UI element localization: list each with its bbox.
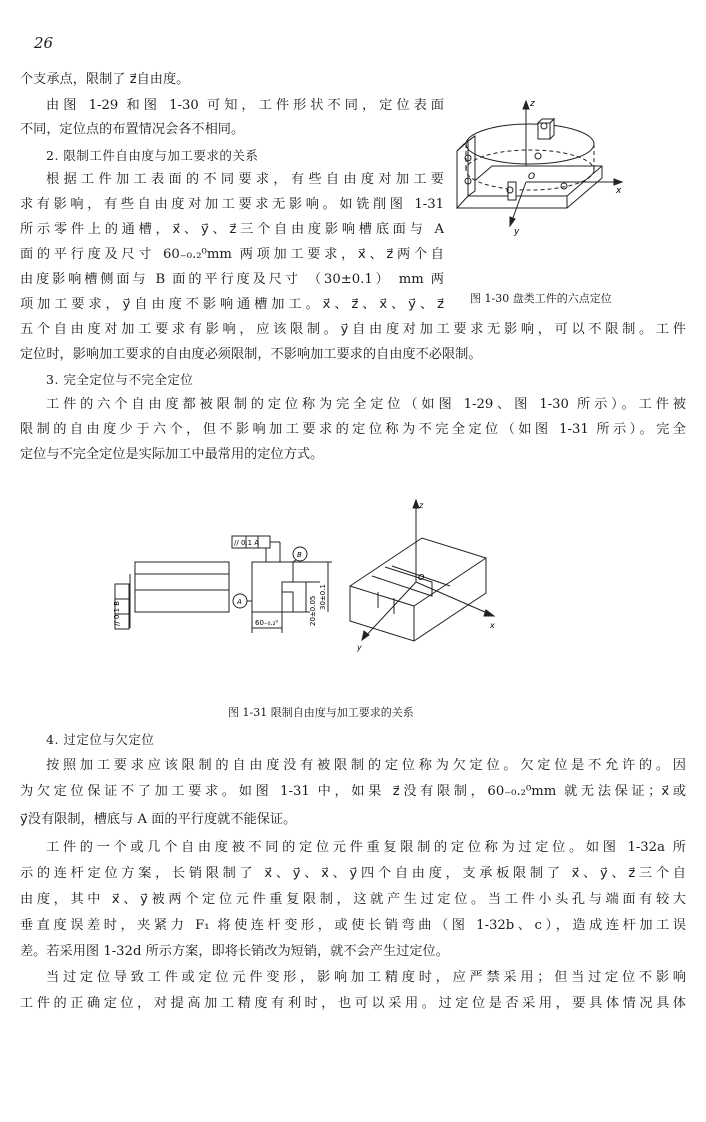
body-line: 按照加工要求应该限制的自由度没有被限制的定位称为欠定位。欠定位是不允许的。因 (46, 758, 686, 773)
body-line: 不同，定位点的布置情况会各不相同。 (20, 122, 245, 137)
fig131-datum-a: A (237, 598, 242, 606)
body-line: 个支承点，限制了 z⃗自由度。 (20, 72, 190, 87)
body-line: 为欠定位保证不了加工要求。如图 1-31 中，如果 z⃗没有限制，60₋₀.₂⁰mm 就无法保证；x⃗或 (20, 784, 686, 799)
fig131-x-label: x (490, 621, 495, 630)
fig130-z-label: z (530, 99, 535, 109)
body-line: 工件的六个自由度都被限制的定位称为完全定位（如图 1-29、图 1-30 所示）。工件被 (46, 397, 686, 412)
fig131-y-label: y (357, 643, 362, 652)
body-line: 当过定位导致工件或定位元件变形，影响加工精度时，应严禁采用；但当过定位不影响 (46, 970, 686, 985)
section-heading: 4. 过定位与欠定位 (46, 732, 155, 747)
body-line: 工件的正确定位，对提高加工精度有利时，也可以采用。过定位是否采用，要具体情况具体 (20, 996, 686, 1011)
fig131-dim-60: 60₋₀.₂⁰ (255, 619, 279, 627)
body-line: 五个自由度对加工要求有影响，应该限制。y⃗自由度对加工要求无影响，可以不限制。工件 (20, 322, 686, 337)
fig130-origin-label: O (528, 172, 536, 182)
fig130-caption: 图 1-30 盘类工件的六点定位 (470, 292, 612, 305)
body-line: 根据工件加工表面的不同要求，有些自由度对加工要 (46, 172, 444, 187)
body-line: 面的平行度及尺寸 60₋₀.₂⁰mm 两项加工要求，x⃗、z⃗两个自 (20, 247, 444, 262)
body-line: 由图 1-29 和图 1-30 可知，工件形状不同，定位表面 (46, 98, 444, 113)
fig131-datum-b: B (297, 551, 302, 559)
figure-1-31 (110, 498, 530, 658)
fig131-top-tolerance: // 0.1 A (234, 539, 260, 547)
body-line: 求有影响，有些自由度对加工要求无影响。如铣削图 1-31 (20, 197, 444, 212)
fig131-caption: 图 1-31 限制自由度与加工要求的关系 (228, 706, 414, 719)
page-number: 26 (34, 34, 54, 52)
body-line: 工件的一个或几个自由度被不同的定位元件重复限制的定位称为过定位。如图 1-32a 所 (46, 840, 686, 855)
fig131-dim-20: 20±0.05 (309, 595, 317, 626)
body-line: 由度，其中 x⃗、y⃗被两个定位元件重复限制，这就产生过定位。当工件小头孔与端面有较大 (20, 892, 686, 907)
section-heading: 2. 限制工件自由度与加工要求的关系 (46, 148, 259, 163)
fig131-z-label: z (419, 501, 424, 510)
fig130-y-label: y (514, 227, 520, 236)
body-line: 由度影响槽侧面与 B 面的平行度及尺寸 （30±0.1） mm 两 (20, 272, 444, 287)
body-line: 定位时，影响加工要求的自由度必须限制，不影响加工要求的自由度不必限制。 (20, 347, 482, 362)
section-heading: 3. 完全定位与不完全定位 (46, 372, 194, 387)
fig131-origin-label: O (418, 573, 425, 582)
fig131-dim-30: 30±0.1 (319, 584, 327, 610)
figure-1-30 (452, 96, 632, 236)
fig130-x-label: x (616, 186, 622, 196)
body-line: 差。若采用图 1-32d 所示方案，即将长销改为短销，就不会产生过定位。 (20, 944, 449, 959)
body-line: y⃗没有限制，槽底与 A 面的平行度就不能保证。 (20, 812, 297, 827)
body-line: 限制的自由度少于六个，但不影响加工要求的定位称为不完全定位（如图 1-31 所示）。完全 (20, 422, 686, 437)
body-line: 所示零件上的通槽，x⃗、y⃗、z⃗三个自由度影响槽底面与 A (20, 222, 444, 237)
body-line: 示的连杆定位方案，长销限制了 x⃗、y⃗、x⃗、y⃗四个自由度，支承板限制了 x⃗、y⃗、z⃗三个自 (20, 866, 686, 881)
fig131-left-tolerance: // 0.1 B (113, 600, 121, 626)
body-line: 垂直度误差时，夹紧力 F₁ 将使连杆变形，或使长销弯曲（图 1-32b、c），造成连杆加工误 (20, 918, 686, 933)
body-line: 定位与不完全定位是实际加工中最常用的定位方式。 (20, 447, 324, 462)
body-line: 项加工要求，y⃗自由度不影响通槽加工。x⃗、z⃗、x⃗、y⃗、z⃗ (20, 297, 444, 312)
